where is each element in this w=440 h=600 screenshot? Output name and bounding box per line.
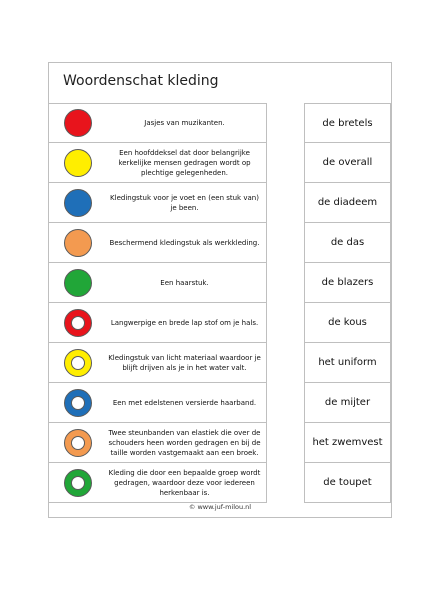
- word-card: [304, 383, 391, 423]
- blue-circle-icon: [64, 189, 92, 217]
- definition-row: [49, 143, 267, 183]
- definition-row: [49, 183, 267, 223]
- definition-row: [49, 463, 267, 503]
- green-circle-icon: [64, 269, 92, 297]
- word-card: [304, 423, 391, 463]
- words-column: [304, 103, 391, 503]
- definition-text: Beschermend kledingstuk als werkkleding.: [109, 238, 260, 247]
- word-label: de mijter: [324, 397, 371, 408]
- definition-row: [49, 423, 267, 463]
- definition-text: Een haarstuk.: [160, 278, 209, 287]
- word-card: [304, 343, 391, 383]
- definition-text: Twee steunbanden van elastiek die over de schouders heen worden gedragen en bij de taille worden vastgemaakt aan een broek.: [108, 428, 261, 457]
- word-card: [304, 103, 391, 143]
- green-ring-icon: [64, 469, 92, 497]
- copyright-footer: © www.juf-milou.nl: [188, 503, 252, 511]
- blue-ring-icon: [64, 389, 92, 417]
- definition-text: Jasjes van muzikanten.: [144, 119, 225, 127]
- definition-row: [49, 343, 267, 383]
- definition-row: [49, 223, 267, 263]
- word-label: de bretels: [322, 117, 373, 129]
- word-card: [304, 463, 391, 503]
- definition-row: [49, 383, 267, 423]
- word-card: [304, 183, 391, 223]
- word-card: [304, 263, 391, 303]
- word-label: de overall: [322, 157, 373, 168]
- orange-ring-icon: [64, 429, 92, 457]
- definition-row: [49, 303, 267, 343]
- definition-text: Een met edelstenen versierde haarband.: [112, 398, 257, 407]
- definition-row: [49, 103, 267, 143]
- word-label: de diadeem: [317, 197, 378, 208]
- definitions-column: [49, 103, 267, 503]
- definition-text: Langwerpige en brede lap stof om je hals.: [110, 318, 259, 327]
- word-card: [304, 223, 391, 263]
- word-label: de toupet: [323, 477, 372, 488]
- definition-text: Kledingstuk van licht materiaal waardoor je blijft drijven als je in het water valt.: [108, 353, 261, 372]
- red-circle-icon: [64, 109, 92, 137]
- word-card: [304, 143, 391, 183]
- worksheet-title: Woordenschat kleding: [63, 73, 219, 89]
- orange-circle-icon: [64, 229, 92, 257]
- definition-text: Een hoofddeksel dat door belangrijke kerkelijke mensen gedragen wordt op plechtige gelegenheden.: [118, 148, 251, 177]
- yellow-ring-icon: [64, 349, 92, 377]
- definition-row: [49, 263, 267, 303]
- definition-text: Kleding die door een bepaalde groep wordt gedragen, waardoor deze voor iedereen herkenbaar is.: [108, 468, 261, 497]
- word-card: [304, 303, 391, 343]
- word-label: de das: [330, 237, 365, 248]
- word-label: de blazers: [321, 277, 374, 288]
- yellow-circle-icon: [64, 149, 92, 177]
- worksheet: [48, 62, 392, 518]
- red-ring-icon: [64, 309, 92, 337]
- word-label: het zwemvest: [312, 437, 383, 448]
- word-label: het uniform: [318, 357, 377, 368]
- word-label: de kous: [328, 317, 367, 328]
- definition-text: Kledingstuk voor je voet en (een stuk van) je been.: [110, 193, 259, 212]
